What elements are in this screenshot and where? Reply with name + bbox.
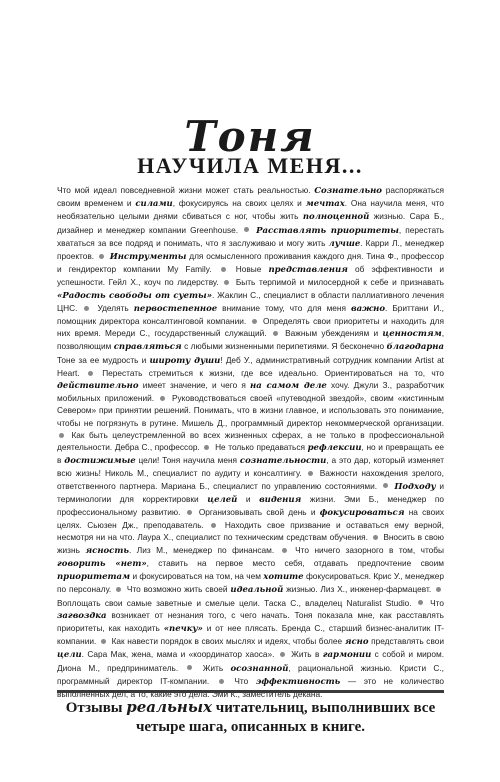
testimonial-text: . Лиз М., менеджер по финансам. [128, 544, 275, 555]
bullet-separator [418, 600, 423, 605]
emphasized-word: цели [57, 650, 82, 661]
emphasized-word: гармонии [322, 650, 372, 661]
emphasized-word: сознательности [239, 456, 327, 467]
testimonial-text: . Жаклин С., специалист в области паллиативного лечения ЦНС. [57, 289, 445, 313]
testimonial-text: имеет значение, и чего я [138, 380, 251, 391]
bullet-separator [219, 679, 224, 684]
horizontal-rule [57, 690, 444, 693]
testimonial [127, 584, 431, 594]
testimonial-text: , перестать хвататься за все подряд и понимать, что я заслуживаю и могу жить [57, 224, 444, 248]
emphasized-word: говорить «нет» [57, 558, 147, 569]
caption-emphasis: реальных [126, 698, 213, 716]
testimonial-text: Жить [202, 662, 231, 673]
testimonial-text: и терминологии для корректировки [57, 480, 444, 504]
testimonial-text: Жить в [291, 649, 323, 660]
testimonial-text: Уделять [97, 302, 134, 313]
emphasized-word: ценностям [382, 329, 442, 340]
emphasized-word: силами [135, 199, 173, 210]
bullet-separator [160, 396, 165, 401]
testimonial-text: возникает от незнания того, с чего начать. Тоня показала мне, как расставлять приоритеты, как находить [57, 609, 444, 633]
testimonial-text: Определять свои приоритеты и находить для них время. Мереди С., государственный служащий. [57, 316, 444, 339]
bullet-separator [273, 331, 278, 336]
emphasized-word: ясность [85, 545, 129, 556]
emphasized-word: широту души [149, 355, 221, 366]
emphasized-word: важно [350, 303, 386, 314]
testimonial-text: и от нее плясать. Бренда С., старший бизнес-аналитик IT-компании. [57, 622, 444, 647]
testimonial-text: Воплощать свои самые заветные и смелые цели. Таска С., владелец Naturalist Studio. [57, 597, 412, 608]
emphasized-word: первостепенное [133, 303, 218, 314]
testimonial-text: и [237, 493, 260, 504]
emphasized-word: Подходу [394, 481, 436, 492]
testimonial-text: внимание тому, что для меня [217, 302, 351, 313]
testimonial-text: Что [234, 675, 256, 686]
testimonial-text: , рациональной жизнью. Кристи С., программный директор IT-компании. [57, 662, 444, 686]
testimonial-text: для осмысленного проживания каждого дня. Тина Ф., профессор и гендиректор компании My Family. [57, 251, 444, 275]
testimonial-text: ! Деб У., административный сотрудник компании Artist at Heart. [57, 354, 444, 378]
bullet-separator [280, 652, 285, 657]
testimonial-text: представлять свои [368, 636, 445, 647]
testimonial-text: Что возможно жить своей [126, 584, 231, 595]
testimonials-paragraph [57, 184, 444, 700]
emphasized-word: достижимые [64, 456, 136, 467]
bullet-separator [88, 371, 93, 376]
testimonial-text: , фокусируясь на своих целях и [172, 198, 306, 209]
page-title: Тоня [184, 112, 316, 161]
emphasized-word: представления [268, 265, 348, 276]
emphasized-word: благодарна [386, 342, 444, 353]
testimonial-text: и фокусироваться на том, на чем [130, 571, 264, 582]
testimonial-text: жизнью. Лиз Х., инженер-фармацевт. [283, 584, 432, 595]
testimonial-text: хочу. Джули З., разработчик мобильных приложений. [57, 380, 444, 404]
testimonial-text: Важности нахождения зрелого, ответственного партнера. Мариана Б., специалист по управлению состояниями. [57, 468, 444, 491]
caption [57, 698, 444, 737]
caption-text-start: Отзывы [65, 700, 127, 716]
testimonial-text: жизнью. Сара Б., дизайнер и менеджер компании Greenhouse. [57, 211, 444, 235]
testimonial-text: , но и превращать ее в [57, 442, 445, 466]
testimonial-text: цели! Тоня научила меня [135, 455, 240, 466]
testimonial-text: Не только предаваться [215, 442, 308, 453]
page-subtitle: НАУЧИЛА МЕНЯ... [137, 153, 363, 178]
testimonial-text: . Сара Мак, жена, мама и «координатор хаоса». [81, 649, 275, 660]
bullet-separator [373, 535, 378, 540]
testimonial-text: на своих целях. Сьюзен Дж., преподаватель. [57, 507, 444, 531]
emphasized-word: справляться [113, 342, 182, 353]
bullet-separator [221, 267, 226, 272]
testimonial-text: жизни. Эми Б., менеджер по профессиональному развитию. [57, 493, 444, 518]
testimonial-text: , а это дар, который изменяет всю жизнь! Николь М., специалист по аудиту и консалтингу. [57, 455, 444, 479]
testimonial-text: Как навести порядок в своих мыслях и идеях, чтобы более [111, 636, 345, 647]
testimonial [57, 598, 412, 608]
emphasized-word: рефлексии [307, 443, 362, 454]
bullet-separator [99, 254, 104, 259]
emphasized-word: ясно [344, 637, 369, 648]
testimonial-text: Тоне за ее мудрость и [57, 354, 150, 365]
testimonial-text: Организовывать свой день и [198, 507, 320, 518]
bullet-separator [187, 665, 192, 670]
emphasized-word: Сознательно [314, 186, 382, 196]
emphasized-word: «печку» [163, 623, 203, 634]
bullet-separator [282, 548, 287, 553]
emphasized-word: мечтах [305, 199, 345, 210]
emphasized-word: загвоздка [57, 610, 107, 621]
emphasized-word: фокусироваться [319, 508, 405, 519]
testimonial-text: Новые [235, 264, 269, 275]
testimonial-text: , позволяющим [57, 328, 445, 352]
testimonial-text: Важным убеждениям и [285, 328, 383, 339]
bullet-separator [59, 433, 64, 438]
testimonial-text: фокусироваться. Крис У., менеджер по персоналу. [57, 571, 444, 595]
testimonial-text: Что ничего зазорного в том, чтобы [295, 544, 444, 555]
emphasized-word: идеальной [230, 585, 284, 596]
bullet-separator [383, 483, 388, 488]
bullet-separator [84, 306, 89, 311]
emphasized-word: осознанной [230, 663, 289, 674]
testimonial-text: с любыми жизненными перипетиями. Я бесконечно [181, 341, 387, 352]
testimonial-text: Перестать стремиться к жизни, где все идеально. Ориентироваться на то, что [102, 367, 444, 378]
bullet-separator [436, 587, 441, 592]
bullet-separator [101, 639, 106, 644]
bullet-separator [116, 587, 121, 592]
emphasized-word: приоритетам [57, 572, 131, 583]
emphasized-word: Расставлять приоритеты [256, 225, 399, 236]
emphasized-word: на самом деле [250, 381, 327, 392]
testimonial-text: об эффективности и успешности. Гейл Х., коуч по лидерству. [57, 264, 445, 288]
testimonial-text: , ставить на первое место себя, отдавать предпочтение своим [146, 557, 444, 568]
bullet-separator [224, 280, 229, 285]
testimonial-text: — это не количество выполненных дел, а то, какие это дела. Эми К., заместитель декана. [57, 675, 445, 699]
emphasized-word: целей [207, 494, 238, 505]
testimonial-text: Находить свое призвание и оставаться ему верной, несмотря ни на что. Лаура Х., специалист по техническим средствам обучения. [57, 520, 444, 543]
emphasized-word: эффективность [255, 676, 341, 687]
bullet-separator [204, 445, 209, 450]
testimonial-text: . Бриттани И., помощник директора консалтинговой компании. [57, 302, 444, 327]
testimonial-text: . Карри Л., менеджер проектов. [57, 237, 445, 262]
emphasized-word: хотите [263, 572, 304, 583]
testimonial-text: . Она научила меня, что необязательно целыми днями сбиваться с ног, чтобы жить [57, 198, 445, 222]
testimonial-text: Как быть целеустремленной во всех жизненных сферах, а не только в профессиональной деятельности. Дебра С., профессор. [57, 429, 444, 453]
emphasized-word: видения [259, 494, 302, 505]
bullet-separator [187, 510, 192, 515]
emphasized-word: полноценной [302, 212, 370, 223]
testimonial-text: Быть терпимой и милосердной к себе и признавать [235, 277, 444, 288]
bullet-separator [308, 471, 313, 476]
emphasized-word: лучше [328, 238, 361, 249]
bullet-separator [252, 319, 257, 324]
emphasized-word: действительно [57, 381, 139, 392]
bullet-separator [244, 227, 249, 232]
emphasized-word: Инструменты [109, 252, 187, 263]
testimonial-text: Вносить в свою жизнь [57, 532, 444, 555]
bullet-separator [211, 523, 216, 528]
testimonial-text: Руководствоваться своей «путеводной звездой», своим «кистинным Севером» при принятии решений. Понимать, что в жизни главное, и использовать это понимание, чтобы не погрязнуть в рутине. Мишель Д., программный директор некоммерческой организации. [57, 393, 444, 428]
testimonial-text: Что мой идеал повседневной жизни может стать реальностью. [57, 185, 315, 195]
testimonial-text: распоряжаться своим временем и [57, 185, 444, 209]
caption-text-end: читательниц, выполнивших все четыре шага, описанных в книге. [135, 700, 436, 735]
testimonial-text: с собой и миром. Диона М., предприниматель. [57, 649, 445, 673]
emphasized-word: «Радость свободы от суеты» [57, 290, 213, 301]
testimonial-text: Что [430, 597, 444, 608]
